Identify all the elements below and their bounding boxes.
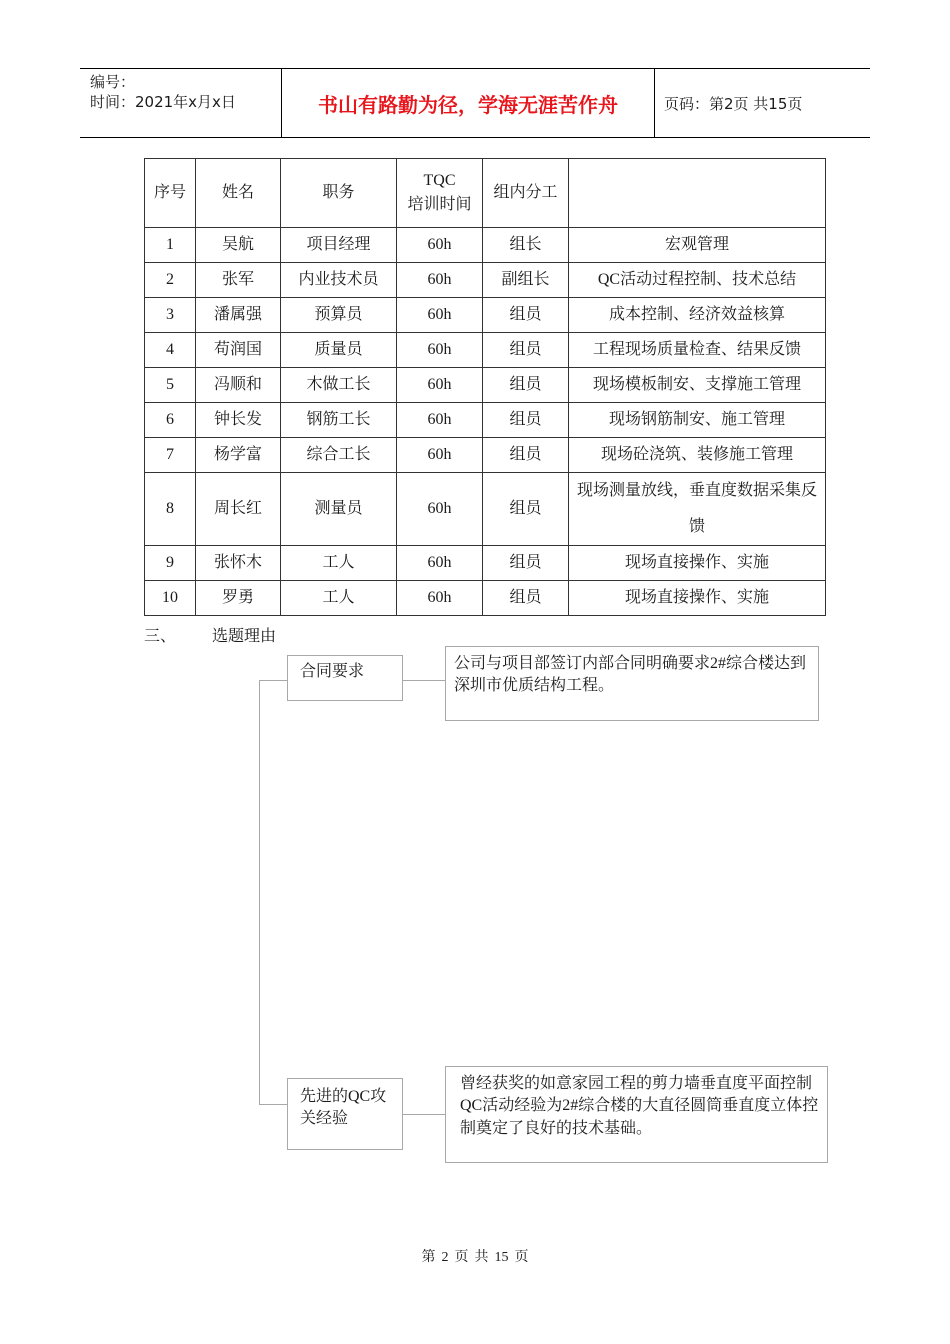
row-number: 6 (145, 403, 196, 438)
training-hours: 60h (397, 298, 483, 333)
member-title: 质量员 (281, 333, 397, 368)
header-motto: 书山有路勤为径，学海无涯苦作舟 (318, 93, 618, 117)
training-hours: 60h (397, 333, 483, 368)
group-role: 组员 (483, 473, 569, 546)
member-duty: 现场模板制安、支撑施工管理 (569, 368, 826, 403)
row-number: 1 (145, 228, 196, 263)
group-role: 组员 (483, 333, 569, 368)
connector-line (402, 680, 446, 681)
reason-text-box: 公司与项目部签订内部合同明确要求2#综合楼达到深圳市优质结构工程。 (445, 646, 819, 721)
group-role: 组员 (483, 438, 569, 473)
member-title: 预算员 (281, 298, 397, 333)
row-number: 4 (145, 333, 196, 368)
member-duty: 宏观管理 (569, 228, 826, 263)
row-number: 9 (145, 546, 196, 581)
row-number: 3 (145, 298, 196, 333)
member-title: 钢筋工长 (281, 403, 397, 438)
member-title: 工人 (281, 546, 397, 581)
row-number: 2 (145, 263, 196, 298)
row-number: 7 (145, 438, 196, 473)
member-name: 冯顺和 (196, 368, 281, 403)
connector-line (259, 680, 287, 681)
footer-text: 页 (454, 1250, 469, 1265)
column-header: 组内分工 (483, 159, 569, 228)
member-title: 工人 (281, 581, 397, 616)
section-number: 三、 (144, 628, 177, 645)
header-divider (654, 69, 655, 137)
row-number: 8 (145, 473, 196, 546)
training-hours: 60h (397, 263, 483, 298)
group-role: 副组长 (483, 263, 569, 298)
column-header: 职务 (281, 159, 397, 228)
section-title: 选题理由 (212, 628, 277, 645)
member-title: 内业技术员 (281, 263, 397, 298)
training-hours: 60h (397, 368, 483, 403)
group-role: 组长 (483, 228, 569, 263)
group-role: 组员 (483, 546, 569, 581)
table-row (145, 403, 826, 438)
group-role: 组员 (483, 581, 569, 616)
section-heading (144, 623, 276, 646)
member-duty: 工程现场质量检查、结果反馈 (569, 333, 826, 368)
training-hours: 60h (397, 546, 483, 581)
page-footer (0, 1246, 950, 1266)
group-role: 组员 (483, 368, 569, 403)
group-role: 组员 (483, 403, 569, 438)
connector-line (259, 680, 260, 1104)
table-row (145, 438, 826, 473)
member-duty: 现场直接操作、实施 (569, 581, 826, 616)
training-hours: 60h (397, 473, 483, 546)
page-header (80, 68, 870, 138)
footer-text: 15 (494, 1250, 509, 1265)
member-title: 测量员 (281, 473, 397, 546)
member-name: 周长红 (196, 473, 281, 546)
member-name: 苟润国 (196, 333, 281, 368)
footer-text: 第 (421, 1250, 436, 1265)
column-header-line: TQC (423, 172, 456, 189)
member-duty: 现场测量放线，垂直度数据采集反馈 (569, 473, 826, 546)
training-hours: 60h (397, 581, 483, 616)
column-header: 序号 (145, 159, 196, 228)
reason-text-box: 曾经获奖的如意家园工程的剪力墙垂直度平面控制QC活动经验为2#综合楼的大直径圆筒垂直度立体控制奠定了良好的技术基础。 (445, 1066, 828, 1163)
column-header (569, 159, 826, 228)
member-title: 综合工长 (281, 438, 397, 473)
member-title: 木做工长 (281, 368, 397, 403)
table-row (145, 228, 826, 263)
member-name: 张怀木 (196, 546, 281, 581)
table-row (145, 298, 826, 333)
group-role: 组员 (483, 298, 569, 333)
footer-text: 页 (514, 1250, 529, 1265)
table-row (145, 333, 826, 368)
table-row (145, 473, 826, 546)
footer-text: 共 (474, 1250, 489, 1265)
table-header-row (145, 159, 826, 228)
member-duty: 现场钢筋制安、施工管理 (569, 403, 826, 438)
document-code: 编号： (90, 73, 136, 91)
table-row (145, 546, 826, 581)
member-duty: 现场砼浇筑、装修施工管理 (569, 438, 826, 473)
document-date: 时间：2021年x月x日 (90, 93, 236, 111)
member-duty: 现场直接操作、实施 (569, 546, 826, 581)
column-header: 姓名 (196, 159, 281, 228)
row-number: 10 (145, 581, 196, 616)
footer-text: 2 (441, 1250, 449, 1265)
member-name: 吴航 (196, 228, 281, 263)
member-name: 罗勇 (196, 581, 281, 616)
member-name: 钟长发 (196, 403, 281, 438)
row-number: 5 (145, 368, 196, 403)
reason-label-box: 先进的QC攻关经验 (287, 1078, 403, 1150)
qc-members-table (144, 158, 826, 616)
connector-line (402, 1114, 446, 1115)
training-hours: 60h (397, 403, 483, 438)
training-hours: 60h (397, 438, 483, 473)
page-number: 页码：第2页 共15页 (664, 95, 803, 113)
reason-label-box: 合同要求 (287, 655, 403, 701)
column-header-line: 培训时间 (407, 196, 472, 213)
member-name: 杨学富 (196, 438, 281, 473)
column-header (397, 159, 483, 228)
training-hours: 60h (397, 228, 483, 263)
connector-line (259, 1104, 287, 1105)
table-row (145, 581, 826, 616)
member-name: 潘属强 (196, 298, 281, 333)
member-name: 张军 (196, 263, 281, 298)
member-duty: 成本控制、经济效益核算 (569, 298, 826, 333)
table-row (145, 368, 826, 403)
member-title: 项目经理 (281, 228, 397, 263)
table-row (145, 263, 826, 298)
member-duty: QC活动过程控制、技术总结 (569, 263, 826, 298)
